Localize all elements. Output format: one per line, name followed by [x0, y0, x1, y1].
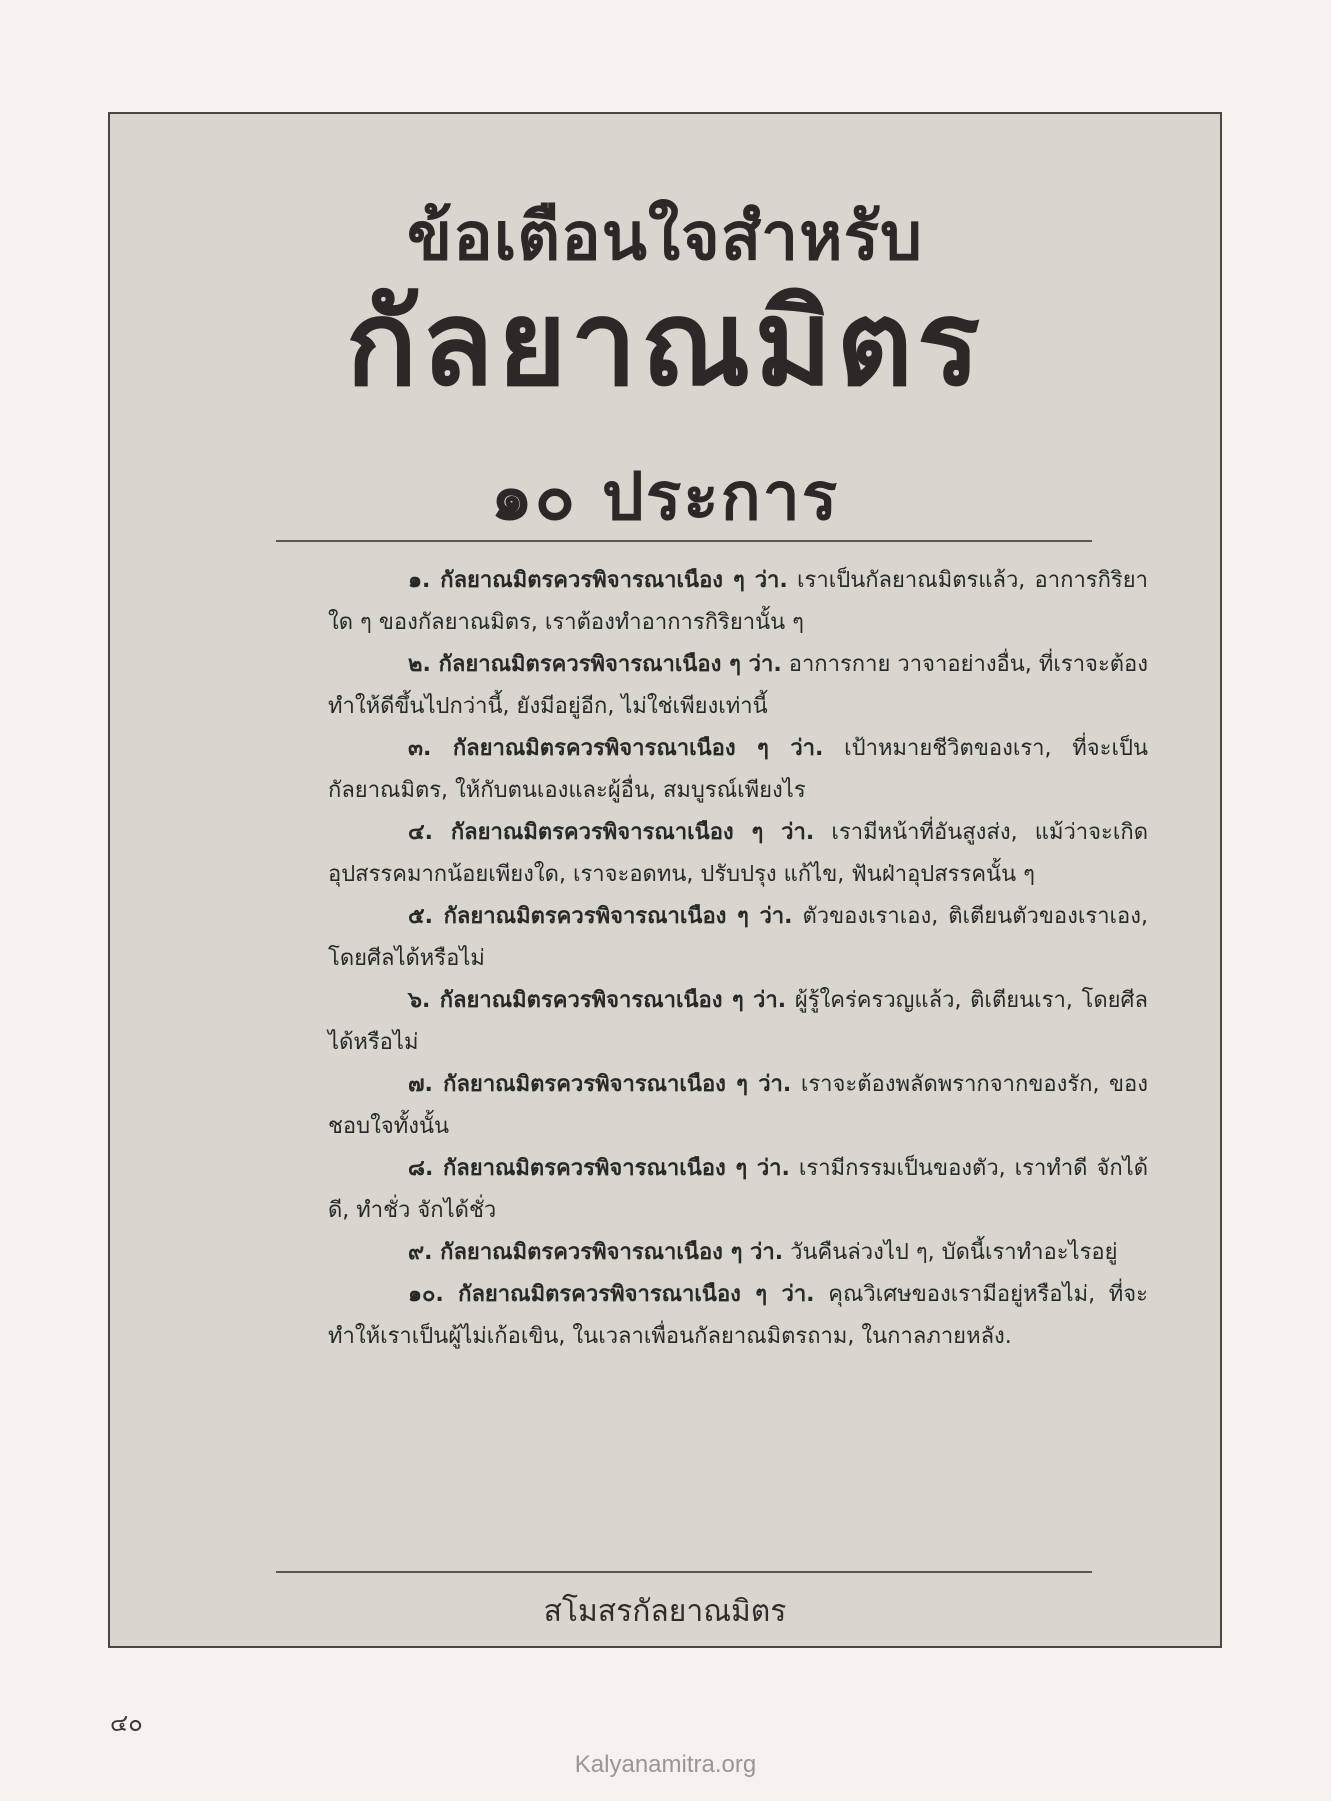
list-item	[328, 1232, 1148, 1274]
item-text: เรามีหน้าที่อันสูงส่ง, แม้ว่าจะเกิดอุปสรรคมากน้อยเพียงใด, เราจะอดทน, ปรับปรุง แก้ไข, ฟันฝ่าอุปสรรคนั้น ๆ	[328, 820, 1148, 887]
list-item	[328, 728, 1148, 812]
item-text: เราเป็นกัลยาณมิตรแล้ว, อาการกิริยาใด ๆ ของกัลยาณมิตร, เราต้องทำอาการกิริยานั้น ๆ	[328, 568, 1148, 635]
item-text: เรามีกรรมเป็นของตัว, เราทำดี จักได้ดี, ทำชั่ว จักได้ชั่ว	[328, 1156, 1148, 1223]
item-text: ผู้รู้ใคร่ครวญแล้ว, ติเตียนเรา, โดยศีลได้หรือไม่	[328, 988, 1148, 1055]
title-line-1: ข้อเตือนใจสำหรับ	[406, 198, 924, 275]
list-item	[328, 1274, 1148, 1358]
item-lead: ๒. กัลยาณมิตรควรพิจารณาเนือง ๆ ว่า.	[408, 652, 782, 677]
list-item	[328, 896, 1148, 980]
top-divider	[276, 540, 1092, 542]
item-text: เราจะต้องพลัดพรากจากของรัก, ของชอบใจทั้งนั้น	[328, 1072, 1149, 1139]
item-lead: ๑๐. กัลยาณมิตรควรพิจารณาเนือง ๆ ว่า.	[408, 1282, 815, 1307]
item-text: เป้าหมายชีวิตของเรา, ที่จะเป็นกัลยาณมิตร, ให้กับตนเองและผู้อื่น, สมบูรณ์เพียงไร	[328, 736, 1149, 803]
item-lead: ๕. กัลยาณมิตรควรพิจารณาเนือง ๆ ว่า.	[408, 904, 793, 929]
title-line-2: กัลยาณมิตร	[345, 274, 985, 412]
title-line-3: ๑๐ ประการ	[490, 458, 840, 535]
list-item	[328, 1064, 1148, 1148]
list-item	[328, 1148, 1148, 1232]
item-lead: ๖. กัลยาณมิตรควรพิจารณาเนือง ๆ ว่า.	[408, 988, 787, 1013]
item-lead: ๓. กัลยาณมิตรควรพิจารณาเนือง ๆ ว่า.	[408, 736, 824, 761]
notice-panel	[108, 112, 1222, 1648]
list-item	[328, 980, 1148, 1064]
list-item	[328, 560, 1148, 644]
bottom-divider	[276, 1571, 1092, 1573]
item-text: วันคืนล่วงไป ๆ, บัดนี้เราทำอะไรอยู่	[783, 1240, 1118, 1265]
list-item	[328, 812, 1148, 896]
watermark: Kalyanamitra.org	[574, 1751, 757, 1778]
item-lead: ๑. กัลยาณมิตรควรพิจารณาเนือง ๆ ว่า.	[408, 568, 788, 593]
item-text: คุณวิเศษของเรามีอยู่หรือไม่, ที่จะทำให้เราเป็นผู้ไม่เก้อเขิน, ในเวลาเพื่อนกัลยาณมิตรถาม, ในกาลภายหลัง.	[328, 1282, 1148, 1349]
item-list	[328, 560, 1148, 1358]
footer-signature: สโมสรกัลยาณมิตร	[543, 1594, 787, 1629]
item-lead: ๘. กัลยาณมิตรควรพิจารณาเนือง ๆ ว่า.	[408, 1156, 790, 1181]
item-text: ตัวของเราเอง, ติเตียนตัวของเราเอง, โดยศีลได้หรือไม่	[328, 904, 1149, 971]
list-item	[328, 644, 1148, 728]
item-lead: ๙. กัลยาณมิตรควรพิจารณาเนือง ๆ ว่า.	[408, 1240, 784, 1265]
item-lead: ๔. กัลยาณมิตรควรพิจารณาเนือง ๆ ว่า.	[408, 820, 815, 845]
item-text: อาการกาย วาจาอย่างอื่น, ที่เราจะต้องทำให้ดีขึ้นไปกว่านี้, ยังมีอยู่อีก, ไม่ใช่เพียงเท่านี้	[328, 652, 1148, 719]
page-number: ๔๐	[110, 1709, 143, 1737]
item-lead: ๗. กัลยาณมิตรควรพิจารณาเนือง ๆ ว่า.	[408, 1072, 792, 1097]
